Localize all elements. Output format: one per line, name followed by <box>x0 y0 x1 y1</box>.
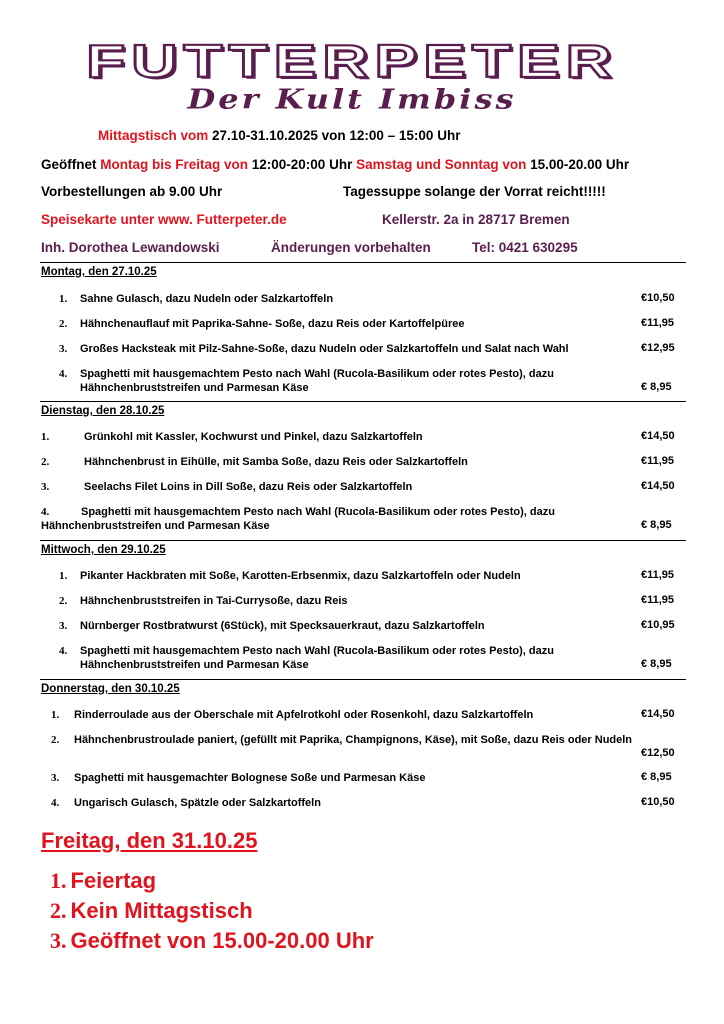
item-number: 1. <box>51 709 60 721</box>
item-number: 2. <box>51 734 60 746</box>
day-title: Montag, den 27.10.25 <box>41 266 157 278</box>
menu-item: Sahne Gulasch, dazu Nudeln oder Salzkartoffeln <box>80 293 334 305</box>
item-number: 4. <box>41 506 50 518</box>
item-number: 2. <box>59 318 68 330</box>
menu-link[interactable]: Speisekarte unter www. Futterpeter.de <box>41 212 287 227</box>
menu-item: Spaghetti mit hausgemachter Bolognese Soße und Parmesan Käse <box>74 772 426 784</box>
menu-item: Grünkohl mit Kassler, Kochwurst und Pinkel, dazu Salzkartoffeln <box>84 431 423 443</box>
day-title: Mittwoch, den 29.10.25 <box>41 544 166 556</box>
divider <box>40 679 686 680</box>
preorder-info: Vorbestellungen ab 9.00 Uhr <box>41 184 223 199</box>
item-price: €10,95 <box>641 619 675 631</box>
menu-item: Großes Hacksteak mit Pilz-Sahne-Soße, dazu Nudeln oder Salzkartoffeln und Salat nach Wahl <box>80 343 569 355</box>
item-number: 3. <box>50 928 67 953</box>
opening-hours: Geöffnet Montag bis Freitag von 12:00-20:00 Uhr Samstag und Sonntag von 15.00-20.00 Uhr <box>41 157 630 172</box>
item-number: 1. <box>50 868 67 893</box>
item-number: 3. <box>59 620 68 632</box>
item-number: 4. <box>59 645 68 657</box>
changes-note: Änderungen vorbehalten <box>271 240 431 255</box>
item-number: 4. <box>51 797 60 809</box>
day-title: Donnerstag, den 30.10.25 <box>41 683 180 695</box>
item-number: 1. <box>59 293 68 305</box>
item-price: €11,95 <box>641 455 675 467</box>
address: Kellerstr. 2a in 28717 Bremen <box>382 212 570 227</box>
friday-title: Freitag, den 31.10.25 <box>41 828 258 853</box>
item-price: € 8,95 <box>641 381 672 393</box>
item-number: 4. <box>59 368 68 380</box>
divider <box>40 401 686 402</box>
item-number: 1. <box>41 431 50 443</box>
menu-item: Ungarisch Gulasch, Spätzle oder Salzkartoffeln <box>74 797 321 809</box>
item-number: 2. <box>59 595 68 607</box>
item-price: €14,50 <box>641 430 675 442</box>
soup-info: Tagessuppe solange der Vorrat reicht!!!!! <box>343 184 606 199</box>
item-price: €14,50 <box>641 480 675 492</box>
lunch-period: Mittagstisch vom 27.10-31.10.2025 von 12:00 – 15:00 Uhr <box>98 128 461 143</box>
item-number: 1. <box>59 570 68 582</box>
item-price: €11,95 <box>641 569 675 581</box>
friday-item: 2. Kein Mittagstisch <box>50 898 253 923</box>
menu-item: Spaghetti mit hausgemachtem Pesto nach Wahl (Rucola-Basilikum oder rotes Pesto), dazu Hähnchenbruststreifen und Parmesan Käse <box>80 645 554 671</box>
menu-item: Pikanter Hackbraten mit Soße, Karotten-Erbsenmix, dazu Salzkartoffeln oder Nudeln <box>80 570 521 582</box>
friday-item: 3. Geöffnet von 15.00-20.00 Uhr <box>50 928 374 953</box>
item-price: €11,95 <box>641 317 675 329</box>
divider <box>40 262 686 263</box>
menu-item: Spaghetti mit hausgemachtem Pesto nach Wahl (Rucola-Basilikum oder rotes Pesto), dazu Hähnchenbruststreifen und Parmesan Käse <box>41 506 555 532</box>
item-price: €10,50 <box>641 292 675 304</box>
menu-item: Seelachs Filet Loins in Dill Soße, dazu Reis oder Salzkartoffeln <box>84 481 413 493</box>
item-number: 3. <box>59 343 68 355</box>
friday-item: 1. Feiertag <box>50 868 157 893</box>
item-price: €10,50 <box>641 796 675 808</box>
item-number: 2. <box>50 898 67 923</box>
menu-item: Nürnberger Rostbratwurst (6Stück), mit Specksauerkraut, dazu Salzkartoffeln <box>80 620 485 632</box>
item-number: 3. <box>41 481 50 493</box>
menu-item: Hähnchenbrustroulade paniert, (gefüllt mit Paprika, Champignons, Käse), mit Soße, dazu Reis oder Nudeln <box>74 734 633 746</box>
menu-item: Spaghetti mit hausgemachtem Pesto nach Wahl (Rucola-Basilikum oder rotes Pesto), dazu Hähnchenbruststreifen und Parmesan Käse <box>80 368 554 394</box>
logo-title: FUTTERPETER <box>86 35 618 87</box>
item-price: €14,50 <box>641 708 675 720</box>
phone: Tel: 0421 630295 <box>472 240 578 255</box>
item-price: €12,50 <box>641 747 675 759</box>
owner: Inh. Dorothea Lewandowski <box>41 240 220 255</box>
item-number: 2. <box>41 456 50 468</box>
item-price: € 8,95 <box>641 771 672 783</box>
menu-item: Hähnchenauflauf mit Paprika-Sahne- Soße, dazu Reis oder Kartoffelpüree <box>80 318 465 330</box>
item-price: €12,95 <box>641 342 675 354</box>
logo <box>32 35 672 118</box>
menu-item: Hähnchenbrust in Eihülle, mit Samba Soße, dazu Reis oder Salzkartoffeln <box>84 456 468 468</box>
menu-item: Rinderroulade aus der Oberschale mit Apfelrotkohl oder Rosenkohl, dazu Salzkartoffeln <box>74 709 534 721</box>
item-price: €11,95 <box>641 594 675 606</box>
menu-item: Hähnchenbruststreifen in Tai-Currysoße, dazu Reis <box>80 595 348 607</box>
item-price: € 8,95 <box>641 658 672 670</box>
divider <box>40 540 686 541</box>
day-title: Dienstag, den 28.10.25 <box>41 405 165 417</box>
item-price: € 8,95 <box>641 519 672 531</box>
logo-subtitle: Der Kult Imbiss <box>187 82 517 116</box>
item-number: 3. <box>51 772 60 784</box>
